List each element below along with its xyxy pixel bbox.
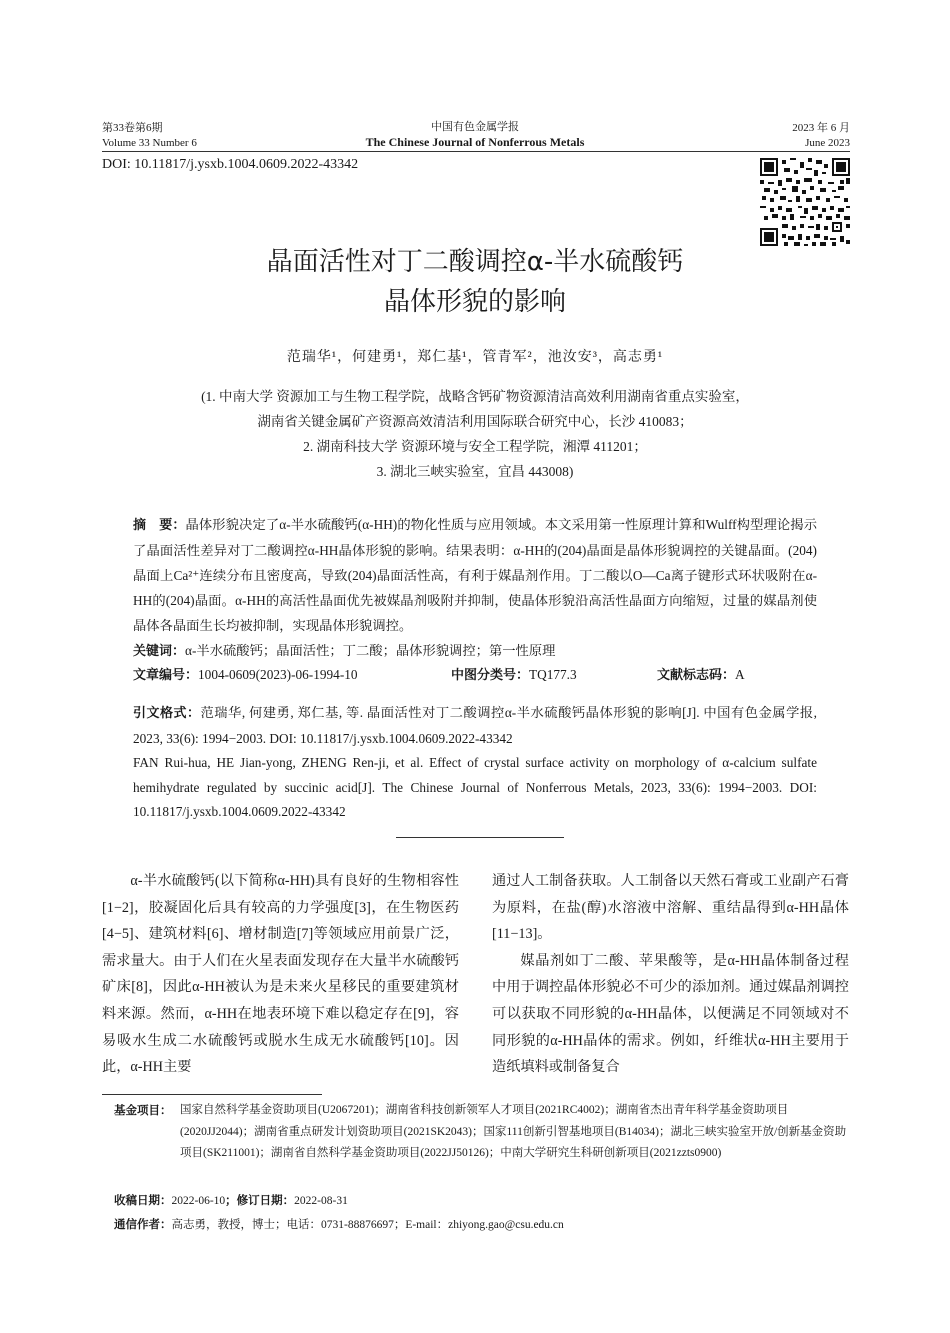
clc-value: TQ177.3 [529, 667, 577, 682]
doi-line: DOI: 10.11817/j.ysxb.1004.0609.2022-43342 [102, 157, 359, 172]
body-column-left [102, 868, 459, 1081]
body-paragraph: 媒晶剂如丁二酸、苹果酸等，是α-HH晶体制备过程中用于调控晶体形貌必不可少的添加剂。通过媒晶剂调控可以获取不同形貌的α-HH晶体，以便满足不同领域对不同形貌的α-HH晶体的需求。例如，纤维状α-HH主要用于造纸填料或制备复合 [492, 952, 849, 1076]
received-label: 收稿日期： [114, 1193, 172, 1207]
abstract-text: 晶体形貌决定了α-半水硫酸钙(α-HH)的物化性质与应用领域。本文采用第一性原理计算和Wulff构型理论揭示了晶面活性差异对丁二酸调控α-HH晶体形貌的影响。结果表明：α-HH的(204)晶面是晶体形貌调控的关键晶面。(204)晶面上Ca²⁺连续分布且密度高，导致(204)晶面活性高，有利于媒晶剂作用。丁二酸以O—Ca离子键形式环状吸附在α-HH的(204)晶面。α-HH的高活性晶面优先被媒晶剂吸附并抑制，使晶体形貌沿高活性晶面方向缩短，过量的媒晶剂使晶体各晶面生长均被抑制，实现晶体形貌调控。 [133, 517, 817, 633]
journal-name-cn: 中国有色金属学报 [431, 121, 519, 133]
revised-label: ；修订日期： [225, 1193, 295, 1207]
affiliation-line: (1. 中南大学 资源加工与生物工程学院，战略含钙矿物资源清洁高效利用湖南省重点实验室， [201, 389, 749, 404]
keywords [133, 638, 817, 664]
body-paragraph: 通过人工制备获取。人工制备以天然石膏或工业副产石膏为原料，在盐(醇)水溶液中溶解、重结晶得到α-HH晶体[11−13]。 [492, 873, 849, 943]
abstract [133, 512, 817, 664]
body-column-right [492, 868, 849, 1081]
body-paragraph: α-半水硫酸钙(以下简称α-HH)具有良好的生物相容性[1−2]，胶凝固化后具有较高的力学强度[3]，在生物医药[4−5]、建筑材料[6]、增材制造[7]等领域应用前景广泛，需求量大。由于人们在火星表面发现存在大量半水硫酸钙矿床[8]，因此α-HH被认为是未来火星移民的重要建筑材料来源。然而，α-HH在地表环境下难以稳定存在[9]，容易吸水生成二水硫酸钙或脱水生成无水硫酸钙[10]。因此，α-HH主要 [102, 873, 459, 1076]
article-number-label: 文章编号： [133, 668, 199, 683]
funding-text: 国家自然科学基金资助项目(U2067201)；湖南省科技创新领军人才项目(2021RC4002)；湖南省杰出青年科学基金资助项目(2020JJ2044)；湖南省重点研发计划资助项目(2021SK2043)；国家111创新引智基地项目(B14034)；湖北三峡实验室开放/创新基金资助项目(SK211001)；湖南省自然科学基金资助项目(2022JJ50126)；中南大学研究生科研创新项目(2021zzts0900) [180, 1104, 847, 1159]
document-code-value: A [735, 667, 745, 682]
article-title [120, 242, 830, 322]
issue-date-cn: 2023 年 6 月 [792, 122, 850, 134]
author-list: 范瑞华¹，何建勇¹，郑仁基¹，管青军²，池汝安³，高志勇¹ [286, 350, 664, 365]
affiliation-line: 湖南省关键金属矿产资源高效清洁利用国际联合研究中心，长沙 410083； [257, 414, 693, 429]
volume-en: Volume 33 Number 6 [102, 137, 197, 149]
volume-cn: 第33卷第6期 [102, 122, 163, 134]
revised-date: 2022-08-31 [294, 1195, 348, 1207]
corresponding-text: 高志勇，教授，博士；电话：0731-88876697；E-mail：zhiyong.gao@csu.edu.cn [171, 1219, 564, 1231]
affiliations [120, 384, 830, 484]
clc-number [451, 664, 577, 683]
document-code-label: 文献标志码： [657, 668, 736, 683]
abstract-label: 摘 要： [133, 518, 186, 533]
title-line-1: 晶面活性对丁二酸调控α-半水硫酸钙 [266, 247, 684, 277]
keywords-text: α-半水硫酸钙；晶面活性；丁二酸；晶体形貌调控；第一性原理 [185, 643, 556, 658]
funding-note [114, 1100, 852, 1165]
article-number [133, 664, 358, 683]
received-date: 2022-06-10 [171, 1195, 226, 1207]
dates-note [114, 1190, 852, 1213]
citation-cn-text: 范瑞华, 何建勇, 郑仁基, 等. 晶面活性对丁二酸调控α-半水硫酸钙晶体形貌的影响[J]. 中国有色金属学报, 2023, 33(6): 1994−2003. DOI: 10.11817/j.ysxb.1004.0609.2022-43342 [133, 705, 817, 746]
journal-name [340, 120, 610, 150]
footnote-rule [102, 1094, 322, 1095]
citation-format [133, 701, 817, 825]
article-number-value: 1004-0609(2023)-06-1994-10 [198, 667, 358, 682]
citation-cn [133, 701, 817, 751]
qr-code-icon [760, 158, 850, 246]
citation-label: 引文格式： [133, 706, 201, 721]
corresponding-label: 通信作者： [114, 1217, 172, 1231]
clc-label: 中图分类号： [451, 668, 530, 683]
section-separator [396, 837, 564, 838]
document-code [657, 664, 745, 683]
keywords-label: 关键词： [133, 644, 186, 659]
affiliation-line: 3. 湖北三峡实验室，宜昌 443008) [376, 464, 574, 479]
corresponding-author-note [114, 1214, 852, 1237]
funding-label: 基金项目： [114, 1103, 172, 1117]
affiliation-line: 2. 湖南科技大学 资源环境与安全工程学院，湘潭 411201； [303, 439, 647, 454]
issue-date-en: June 2023 [805, 137, 850, 149]
journal-volume-info [102, 121, 197, 151]
citation-en: FAN Rui-hua, HE Jian-yong, ZHENG Ren-ji, et al. Effect of crystal surface activity on morphology of α-calcium sulfate hemihydrate regulated by succinic acid[J]. The Chinese Journal of Nonferrous Metals, 2023, 33(6): 1994−2003. DOI: 10.11817/j.ysxb.1004.0609.2022-43342 [133, 755, 817, 819]
journal-name-en: The Chinese Journal of Nonferrous Metals [365, 135, 585, 149]
title-line-2: 晶体形貌的影响 [383, 287, 566, 317]
issue-date [792, 121, 850, 151]
header-rule [102, 151, 850, 152]
